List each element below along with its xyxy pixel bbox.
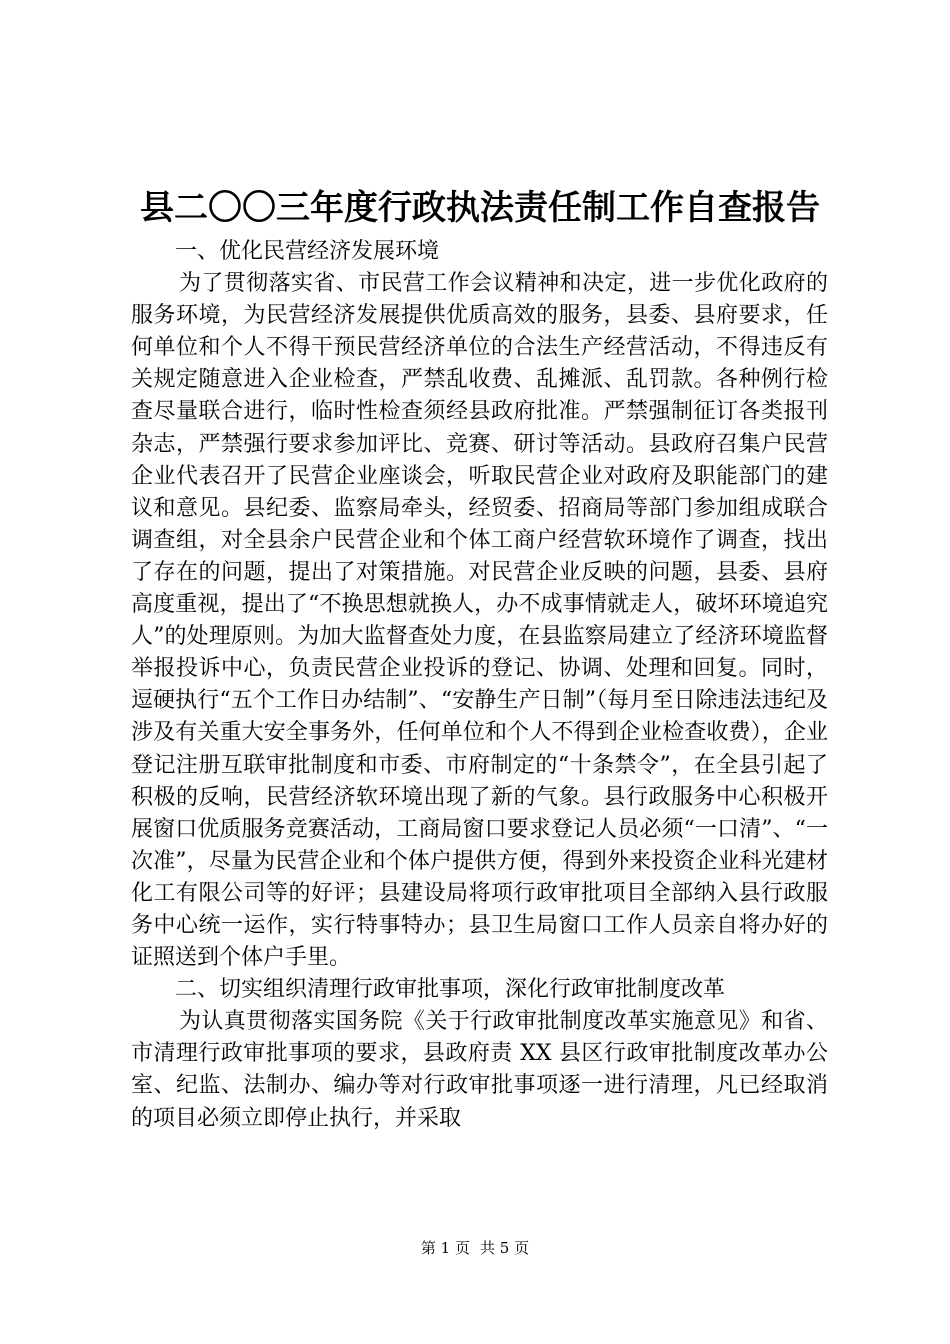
section-heading-2: 二、切实组织清理行政审批事项，深化行政审批制度改革	[175, 977, 726, 1003]
page-total: 共 5 页	[480, 1239, 530, 1257]
document-body	[131, 236, 828, 1135]
page-footer	[0, 1238, 950, 1258]
section-heading-1: 一、优化民营经济发展环境	[175, 239, 440, 264]
section-paragraph-1: 为了贯彻落实省、市民营工作会议精神和决定，进一步优化政府的服务环境，为民营经济发展提供优质高效的服务，县委、县府要求，任何单位和个人不得干预民营经济单位的合法生产经营活动，不得违反有关规定随意进入企业检查，严禁乱收费、乱摊派、乱罚款。各种例行检查尽量联合进行，临时性检查须经县政府批准。严禁强制征订各类报刊杂志，严禁强行要求参加评比、竞赛、研讨等活动。县政府召集户民营企业代表召开了民营企业座谈会，听取民营企业对政府及职能部门的建议和意见。县纪委、监察局牵头，经贸委、招商局等部门参加组成联合调查组，对全县余户民营企业和个体工商户经营软环境作了调查，找出了存在的问题，提出了对策措施。对民营企业反映的问题，县委、县府高度重视，提出了“不换思想就换人，办不成事情就走人，破坏环境追究人”的处理原则。为加大监督查处力度，在县监察局建立了经济环境监督举报投诉中心，负责民营企业投诉的登记、协调、处理和回复。同时，逗硬执行“五个工作日办结制”、“安静生产日制”（每月至日除违法违纪及涉及有关重大安全事务外，任何单位和个人不得到企业检查收费），企业登记注册互联审批制度和市委、市府制定的“十条禁令”，在全县引起了积极的反响，民营经济软环境出现了新的气象。县行政服务中心积极开展窗口优质服务竞赛活动，工商局窗口要求登记人员必须“一口清”、“一次准”，尽量为民营企业和个体户提供方便，得到外来投资企业科光建材化工有限公司等的好评；县建设局将项行政审批项目全部纳入县行政服务中心统一运作，实行特事特办；县卫生局窗口工作人员亲自将办好的证照送到个体户手里。	[131, 271, 828, 971]
section-paragraph-2: 为认真贯彻落实国务院《关于行政审批制度改革实施意见》和省、市清理行政审批事项的要求，县政府责 XX 县区行政审批制度改革办公室、纪监、法制办、编办等对行政审批事项逐一进行清理，凡已经取消的项目必须立即停止执行，并采取	[131, 1009, 828, 1131]
page-number: 第 1 页	[420, 1239, 470, 1257]
document-title: 县二〇〇三年度行政执法责任制工作自查报告	[140, 188, 820, 228]
